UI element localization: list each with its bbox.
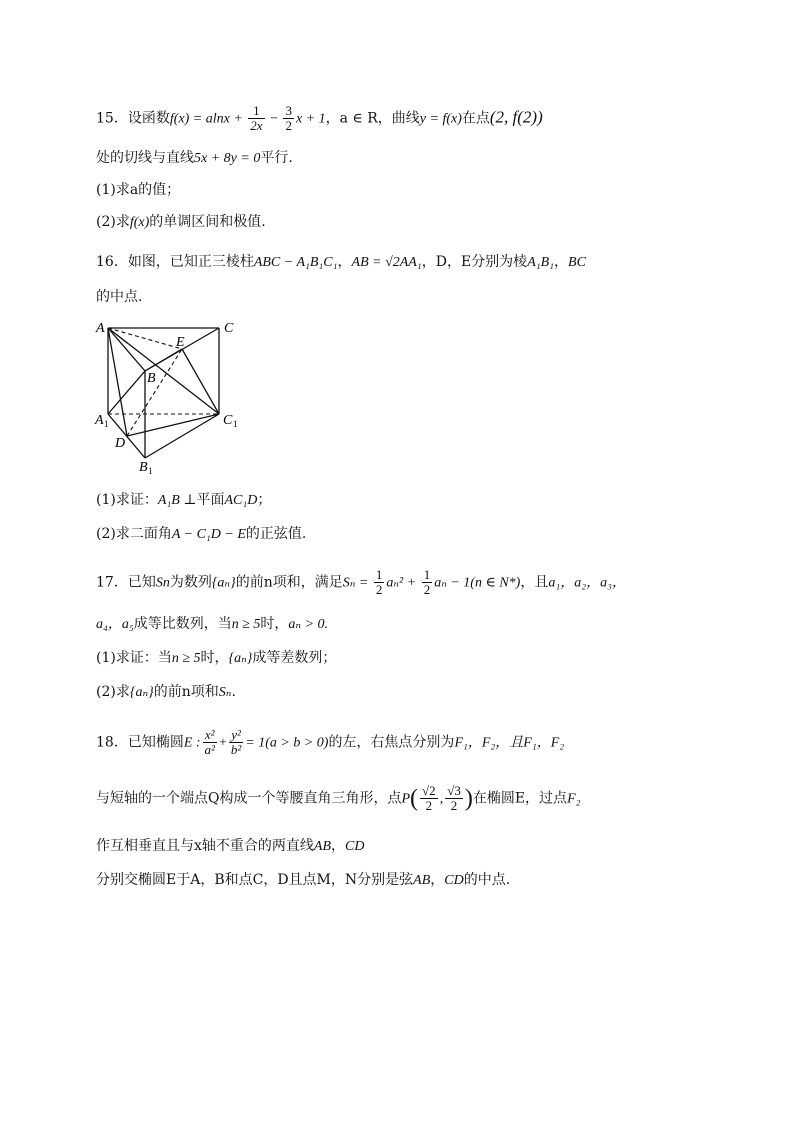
q15-part2-post: 的单调区间和极值. bbox=[149, 214, 266, 230]
q17-number: 17． bbox=[96, 574, 128, 591]
q18-frac-sqrt2 bbox=[420, 784, 438, 813]
q18-line4-comma: ， bbox=[430, 872, 445, 888]
prism-figure bbox=[92, 316, 252, 478]
q15-line2 bbox=[96, 148, 293, 169]
q17-eq-tail: aₙ − 1(n ∈ N*) bbox=[434, 575, 521, 591]
q18-post: 的左，右焦点分别为 bbox=[328, 734, 455, 751]
q17-part1-post: 成等差数列； bbox=[252, 650, 337, 666]
q15-line2-post: 平行. bbox=[260, 150, 293, 166]
q15-lead: 设函数 bbox=[127, 110, 170, 127]
q18-frac-x bbox=[203, 728, 217, 757]
q17-frac2-den: 2 bbox=[423, 582, 431, 597]
q16-prism: ABC − A₁B₁C₁ bbox=[253, 255, 338, 270]
q17-line1 bbox=[96, 568, 626, 597]
q16-edge2: BC bbox=[568, 255, 586, 270]
q18-foci: F₁，F₂，且F₁，F₂ bbox=[454, 735, 565, 751]
q18-x2: x² bbox=[203, 728, 217, 743]
q16-part1-pre: (1)求证： bbox=[96, 492, 158, 508]
label-B1-sub: 1 bbox=[148, 466, 153, 476]
q18-line3-AB: AB bbox=[313, 839, 332, 854]
q18-line3-comma: ， bbox=[331, 838, 346, 854]
q15-fx: f(x) bbox=[169, 111, 190, 127]
q18-frac-sqrt3 bbox=[445, 784, 463, 813]
q16-number: 16． bbox=[96, 254, 128, 270]
q18-E: E : bbox=[183, 735, 201, 751]
q18-line4-AB: AB bbox=[413, 873, 431, 888]
q17-post: ，且 bbox=[520, 574, 549, 591]
q16-part2 bbox=[96, 524, 306, 545]
q15-part2-pre: (2)求 bbox=[96, 214, 130, 230]
q16-line2 bbox=[96, 287, 142, 307]
label-D: D bbox=[115, 436, 126, 451]
q15-at: 在点 bbox=[461, 110, 490, 127]
q17-frac2 bbox=[422, 568, 433, 597]
q17-part2-pre: (2)求 bbox=[96, 684, 130, 700]
q16-part1-rel: A₁B ⊥ bbox=[157, 493, 197, 508]
q15-frac2 bbox=[283, 104, 294, 133]
q16-mid: ，D，E分别为棱 bbox=[421, 254, 528, 270]
q17-frac2-num: 1 bbox=[423, 567, 431, 582]
q15-point: (2, f(2)) bbox=[489, 107, 543, 127]
q18-line3-CD: CD bbox=[345, 839, 365, 854]
q17-an-set: {aₙ} bbox=[211, 575, 236, 591]
q17-part2 bbox=[96, 682, 236, 703]
q16-part1 bbox=[96, 490, 271, 511]
q16-part2-post: 的正弦值. bbox=[245, 526, 307, 542]
q15-part2 bbox=[96, 212, 266, 233]
q17-line2-pos: aₙ > 0. bbox=[288, 617, 329, 632]
q16-part2-angle: A − C₁D − E bbox=[171, 527, 246, 542]
q16-lead: 如图，已知正三棱柱 bbox=[127, 254, 254, 270]
q18-line2: 与短轴的一个端点Q构成一个等腰直角三角形，点P( $\frac{√2}{2}$ , $\frac{√3}{2}$ )在椭圆E，过点F₂ bbox=[96, 783, 581, 813]
q17-part2-Sn: Sₙ bbox=[218, 685, 232, 700]
q17-line2-mid: 成等比数列，当 bbox=[133, 616, 232, 632]
q17-part1 bbox=[96, 648, 336, 669]
q18-line3-text: 作互相垂直且与x轴不重合的两直线 bbox=[96, 838, 314, 854]
q15-line1 bbox=[96, 104, 543, 133]
q15-line2-pre: 处的切线与直线 bbox=[96, 150, 194, 166]
q18-y2: y² bbox=[229, 728, 243, 743]
q17-part2-end: . bbox=[231, 684, 236, 700]
q18-F2: F₂ bbox=[567, 791, 581, 807]
q18-b2: b² bbox=[230, 742, 242, 757]
q15-tail: x + 1 bbox=[295, 111, 326, 127]
label-C1: C bbox=[223, 413, 233, 428]
q17-part2-mid: 的前n项和 bbox=[153, 684, 219, 700]
q18-sqrt3: √3 bbox=[447, 783, 461, 798]
q18-eq-tail: = 1(a > b > 0) bbox=[245, 735, 329, 751]
q18-line2-pre: 与短轴的一个端点Q构成一个等腰直角三角形，点 bbox=[96, 790, 402, 807]
q16-part1-mid: 平面 bbox=[196, 492, 225, 508]
q18-line4-CD: CD bbox=[444, 873, 464, 888]
label-A: A bbox=[96, 321, 105, 336]
q16-part1-end: ； bbox=[257, 492, 272, 508]
q18-P: P bbox=[401, 791, 411, 807]
q18-sqrt2: √2 bbox=[422, 783, 436, 798]
q15-frac2-num: 3 bbox=[285, 103, 292, 118]
q17-frac1 bbox=[374, 568, 385, 597]
q18-line1: 18．已知椭圆E : $\frac{\text{x²}}{\text{a²}}$ + $\frac{\text{y²}}{\text{b²}}$ = 1(a > b > 0)的左，右焦点分别为F₁，F₂，且F₁，F₂ bbox=[96, 727, 565, 757]
q15-part1 bbox=[96, 180, 180, 200]
q16-sep: ， bbox=[337, 254, 352, 270]
q16-line1 bbox=[96, 252, 586, 273]
q17-Sn: Sn bbox=[155, 575, 170, 591]
q18-a2: a² bbox=[204, 742, 215, 757]
q17-part2-set: {aₙ} bbox=[129, 685, 154, 700]
q15-frac1 bbox=[248, 104, 264, 133]
q17-line2-when: 时， bbox=[260, 616, 289, 632]
q17-frac1-den: 2 bbox=[375, 582, 383, 597]
q17-part1-set: {aₙ} bbox=[228, 651, 253, 666]
q16-part2-pre: (2)求二面角 bbox=[96, 526, 172, 542]
q17-part1-mid: 时， bbox=[200, 650, 229, 666]
q15-cond: ，a ∈ R，曲线 bbox=[325, 110, 420, 127]
label-B1: B bbox=[139, 460, 148, 475]
q18-number: 18． bbox=[96, 734, 128, 751]
q18-line2-post: 在椭圆E，过点 bbox=[472, 790, 568, 807]
q18-den1: 2 bbox=[425, 798, 433, 813]
q17-eq-mid: aₙ² + bbox=[386, 575, 420, 591]
q15-eq: = alnx + bbox=[189, 111, 247, 127]
q18-line4 bbox=[96, 870, 510, 891]
q16-part1-plane: AC₁D bbox=[224, 493, 258, 508]
q18-frac-y bbox=[229, 728, 243, 757]
label-E: E bbox=[176, 335, 185, 350]
label-C1-sub: 1 bbox=[233, 419, 238, 429]
q17-eq-lhs: Sₙ = bbox=[342, 575, 372, 591]
q17-lead: 已知 bbox=[127, 574, 156, 591]
q17-part1-pre: (1)求证：当 bbox=[96, 650, 172, 666]
label-A1-sub: 1 bbox=[104, 419, 109, 429]
q17-frac1-num: 1 bbox=[375, 567, 383, 582]
q17-line2 bbox=[96, 614, 328, 635]
q18-line3 bbox=[96, 836, 364, 857]
label-C: C bbox=[224, 321, 234, 336]
q15-number: 15． bbox=[96, 110, 128, 127]
q18-line4-pre: 分别交椭圆E于A，B和点C，D且点M，N分别是弦 bbox=[96, 872, 414, 888]
q15-frac1-num: 1 bbox=[248, 104, 264, 119]
q17-seq1: a₁，a₂，a₃， bbox=[548, 575, 626, 591]
q15-part1-text: (1)求a的值； bbox=[96, 182, 181, 198]
q15-curve: y = f(x) bbox=[419, 111, 462, 127]
q17-part1-cond: n ≥ 5 bbox=[171, 651, 201, 666]
q18-lead: 已知椭圆 bbox=[127, 734, 184, 751]
q15-minus: − bbox=[266, 111, 282, 127]
label-A1: A bbox=[95, 413, 104, 428]
q16-rel: AB = √2AA₁ bbox=[351, 255, 422, 270]
label-B: B bbox=[147, 371, 156, 386]
q18-den2: 2 bbox=[450, 798, 458, 813]
q17-mid1: 为数列 bbox=[169, 574, 212, 591]
q17-line2-seq: a₄，a₅ bbox=[96, 617, 134, 632]
q15-frac2-den: 2 bbox=[285, 118, 292, 133]
q15-line2-eq: 5x + 8y = 0 bbox=[194, 151, 261, 166]
q16-line2-text: 的中点. bbox=[96, 289, 143, 305]
q17-mid2: 的前n项和，满足 bbox=[235, 574, 343, 591]
q18-line4-end: 的中点. bbox=[463, 872, 511, 888]
q16-edge1: A₁B₁ bbox=[527, 255, 555, 270]
q15-part2-fx: f(x) bbox=[129, 215, 150, 230]
q17-line2-cond: n ≥ 5 bbox=[231, 617, 261, 632]
q15-frac1-den: 2x bbox=[250, 118, 263, 133]
q16-sep2: ， bbox=[554, 254, 569, 270]
